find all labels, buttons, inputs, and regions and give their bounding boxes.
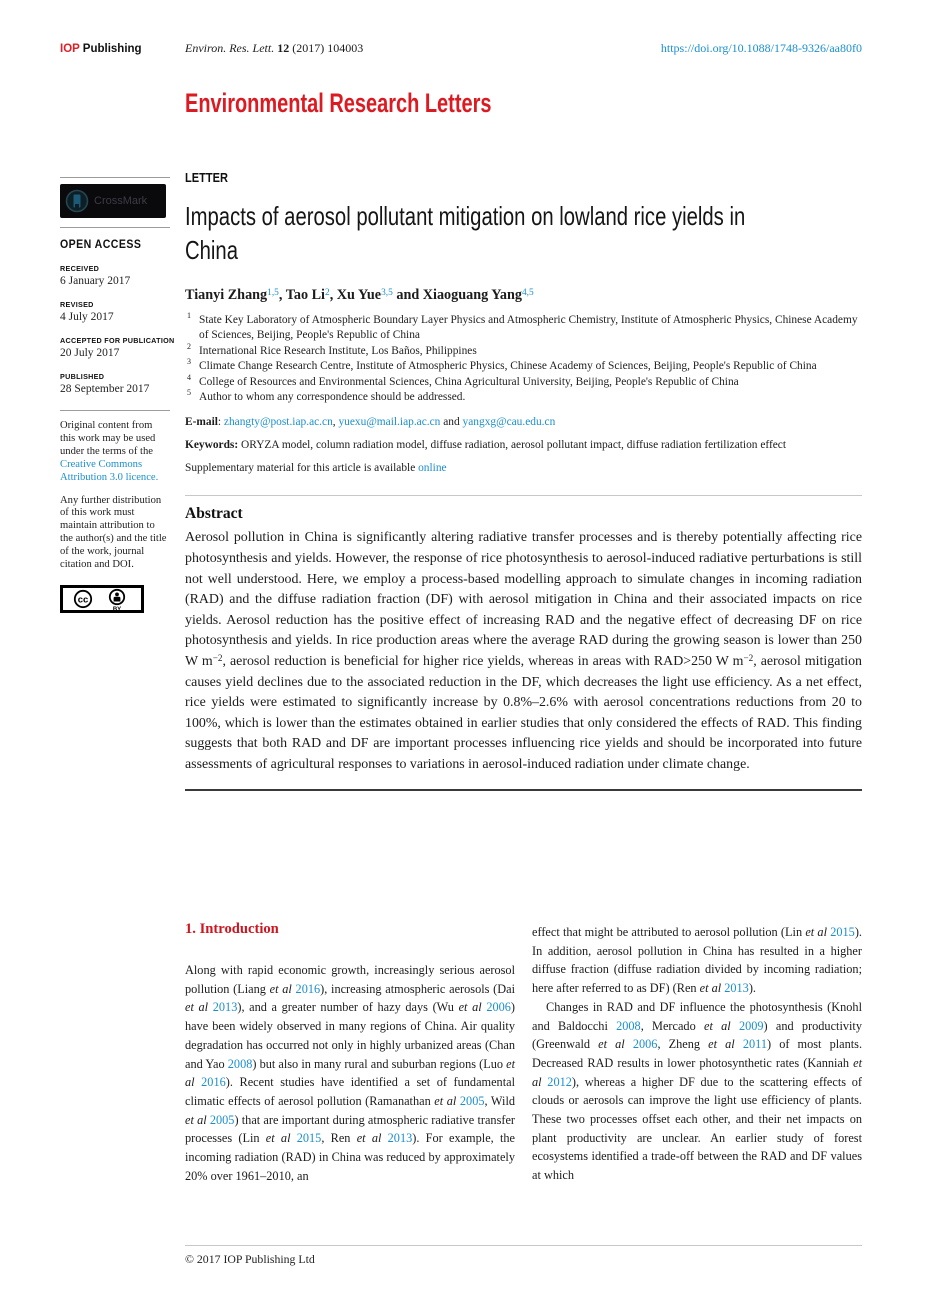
received-date: RECEIVED 6 January 2017: [60, 264, 131, 287]
intro-paragraph-right-1: effect that might be attributed to aerosol pollution (Lin et al 2015). In addition, aerosol pollution in China has resulted in a higher diffuse fraction (diffuse radiation divided by incoming radiation; here after referred to as DF) (Ren et al 2013).: [532, 925, 862, 996]
introduction-section: [185, 921, 862, 1185]
copyright-text: © 2017 IOP Publishing Ltd: [185, 1252, 315, 1266]
inline-link[interactable]: zhangty@post.iap.ac.cn: [223, 416, 333, 429]
inline-link[interactable]: 2: [325, 287, 330, 298]
inline-link[interactable]: 2013: [724, 981, 749, 996]
page-header: [60, 41, 862, 56]
journal-title: Environmental Research Letters: [185, 88, 492, 118]
intro-paragraph-left: Along with rapid economic growth, increasingly serious aerosol pollution (Liang et al 2016), increasing atmospheric aerosols (Dai et al 2013), and a greater number of hazy days (Wu et al 2006) have been widely observed in many regions of China. Air quality degradation has occurred not only in highly urbanized areas (Chan and Yao 2008) but also in many rural and suburban regions (Luo et al 2016). Recent studies have identified a set of fundamental climatic effects of aerosol pollution (Ramanathan et al 2005, Wild et al 2005) that are important during atmospheric radiative transfer processes (Lin et al 2015, Ren et al 2013). For example, the incoming radiation (RAD) in China was reduced by approximately 20% over 1961–2010, an: [185, 963, 516, 1183]
license-text-2: Any further distribution of this work must maintain attribution to the author(s) and the title of the work, journal citation and DOI.: [60, 494, 167, 571]
inline-link[interactable]: 1,5: [267, 287, 279, 298]
inline-link[interactable]: 2009: [738, 1018, 764, 1033]
abstract-heading: Abstract: [185, 505, 243, 523]
inline-link[interactable]: 4,5: [521, 287, 534, 298]
inline-link[interactable]: 3,5: [381, 287, 393, 298]
inline-link[interactable]: 2005: [459, 1093, 485, 1108]
author-list: Tianyi Zhang$^{1,5}$, Tao Li$^2$, Xu Yue$^{3,5}$ and Xiaoguang Yang$^{4,5}$: [185, 287, 534, 303]
svg-text:cc: cc: [77, 594, 89, 606]
intro-paragraph-right-2: Changes in RAD and DF influence the photosynthesis (Knohl and Baldocchi 2008, Mercado et al 2009) and productivity (Greenwald et al 2006, Zheng et al 2011) of most plants. Decreased RAD results in lower photosynthetic rates (Kanniah et al 2012), whereas a higher DF due to the scattering effects of clouds or aerosols can improve the light use efficiency of plants. These two processes offset each other, and their net impacts on plant productivity are unclear. An earlier study of forest ecosystems identified a trade-off between the RAD and DF values at which: [532, 999, 863, 1183]
accepted-date: ACCEPTED FOR PUBLICATION 20 July 2017: [60, 336, 175, 359]
inline-link[interactable]: 2008: [227, 1056, 253, 1071]
supplementary-line: Supplementary material for this article is available online: [185, 462, 447, 475]
sidebar-divider: [60, 177, 170, 178]
keywords-line: Keywords: ORYZA model, column radiation model, diffuse radiation, aerosol pollutant impact, diffuse radiation fertilization effect: [185, 439, 787, 452]
article-title-line-2: China: [185, 235, 238, 265]
intro-left-column: [185, 921, 515, 1185]
doi-link[interactable]: https://doi.org/10.1088/1748-9326/aa80f0: [660, 41, 862, 55]
inline-link[interactable]: 2015: [830, 925, 855, 939]
footer-rule: [185, 1245, 862, 1246]
crossmark-badge[interactable]: [60, 184, 166, 218]
sidebar-divider: [60, 227, 170, 228]
inline-link[interactable]: yangxg@cau.edu.cn: [462, 416, 556, 429]
article-title-line-1: Impacts of aerosol pollutant mitigation on lowland rice yields in: [185, 201, 746, 231]
affiliation-list: [185, 313, 862, 405]
affiliation-item: 3 Climate Change Research Centre, Institute of Atmospheric Physics, Chinese Academy of Sciences, Beijing, People's Republic of China: [187, 357, 817, 373]
article-title: [185, 199, 862, 267]
inline-link[interactable]: 2012: [547, 1074, 572, 1089]
inline-link[interactable]: 2005: [209, 1112, 235, 1127]
crossmark-label: CrossMark: [94, 195, 148, 207]
affiliation-item: 2 International Rice Research Institute, Los Baños, Philippines: [187, 341, 477, 357]
email-line: E-mail: zhangty@post.iap.ac.cn, yuexu@mail.iap.ac.cn and yangxg@cau.edu.cn: [185, 416, 556, 429]
inline-link[interactable]: 2006: [486, 1000, 511, 1015]
inline-link[interactable]: 2011: [742, 1037, 767, 1052]
inline-link[interactable]: 2006: [632, 1037, 658, 1052]
journal-citation: Environ. Res. Lett. 12 (2017) 104003: [185, 41, 364, 55]
iop-logo-text: IOP: [60, 43, 80, 55]
affiliation-item: 1 State Key Laboratory of Atmospheric Boundary Layer Physics and Atmospheric Chemistry, Institute of Atmospheric Physics, Chinese Academy of Sciences, Beijing, People's Republic of China: [187, 311, 858, 342]
affiliation-item: 5 Author to whom any correspondence should be addressed.: [187, 388, 466, 404]
inline-link[interactable]: Creative Commons Attribution 3.0 licence.: [60, 458, 159, 483]
sidebar-divider: [60, 410, 170, 411]
page-footer: [185, 1245, 862, 1267]
article-type-label: LETTER: [185, 170, 228, 185]
abstract-text: Aerosol pollution in China is significantly altering radiative transfer processes and is thereby potentially affecting rice photosynthesis and yields. However, the response of rice photosynthesis to aerosol-induced radiative perturbations is still not well understood. Here, we employ a process-based modelling approach to simulate changes in incoming radiation (RAD) and the diffuse radiation fraction (DF) with aerosol mitigation in China and their associated impacts on rice yields. Aerosol reduction has the positive effect of increasing RAD and the negative effect of decreasing DF on rice photosynthesis and yields. In rice production areas where the average RAD during the growing season is lower than 250 W $m^{-2}$, aerosol reduction is beneficial for higher rice yields, whereas in areas with RAD>250 W $m^{-2}$, aerosol mitigation causes yield declines due to the associated reduction in the DF, which decreases the light use efficiency. As a net effect, rice yields were estimated to significantly increase by 0.8%–2.6% with aerosol concentrations reductions from 20 to 100%, which is lower than the estimates obtained in earlier studies that only considered the effects of RAD. This finding suggests that both RAD and DF are important processes influencing rice yields and should be incorporated into future assessments of agricultural responses to variations in aerosol-induced radiation under climate change.: [185, 530, 862, 772]
intro-right-column: [532, 921, 862, 1185]
affiliation-item: 4 College of Resources and Environmental Sciences, China Agricultural University, Beijing, People's Republic of China: [187, 372, 739, 388]
inline-link[interactable]: online: [418, 462, 447, 475]
inline-link[interactable]: 2016: [295, 981, 321, 996]
inline-link[interactable]: 2016: [201, 1075, 226, 1090]
inline-link[interactable]: 2008: [616, 1018, 641, 1033]
published-date: PUBLISHED 28 September 2017: [60, 372, 150, 395]
abstract-bottom-rule: [185, 789, 862, 791]
section-heading: 1. Introduction: [185, 921, 279, 937]
license-text-1: Original content from this work may be used under the terms of the Creative Commons Attribution 3.0 licence.: [60, 420, 159, 483]
crossmark-logo-icon: [65, 189, 89, 213]
open-access-label: OPEN ACCESS: [60, 237, 142, 251]
publisher-logo: [60, 43, 185, 55]
article-main: [185, 170, 862, 791]
inline-link[interactable]: 2013: [387, 1131, 413, 1146]
inline-link[interactable]: 2015: [296, 1131, 322, 1146]
inline-link[interactable]: yuexu@mail.iap.ac.cn: [338, 416, 441, 429]
inline-link[interactable]: 2013: [212, 1000, 238, 1015]
revised-date: REVISED 4 July 2017: [60, 300, 114, 323]
publisher-name: Publishing: [79, 43, 142, 55]
cc-by-label: BY: [112, 606, 122, 613]
sidebar: [60, 177, 175, 618]
abstract-top-rule: [185, 495, 862, 496]
cc-by-badge[interactable]: [60, 585, 144, 618]
